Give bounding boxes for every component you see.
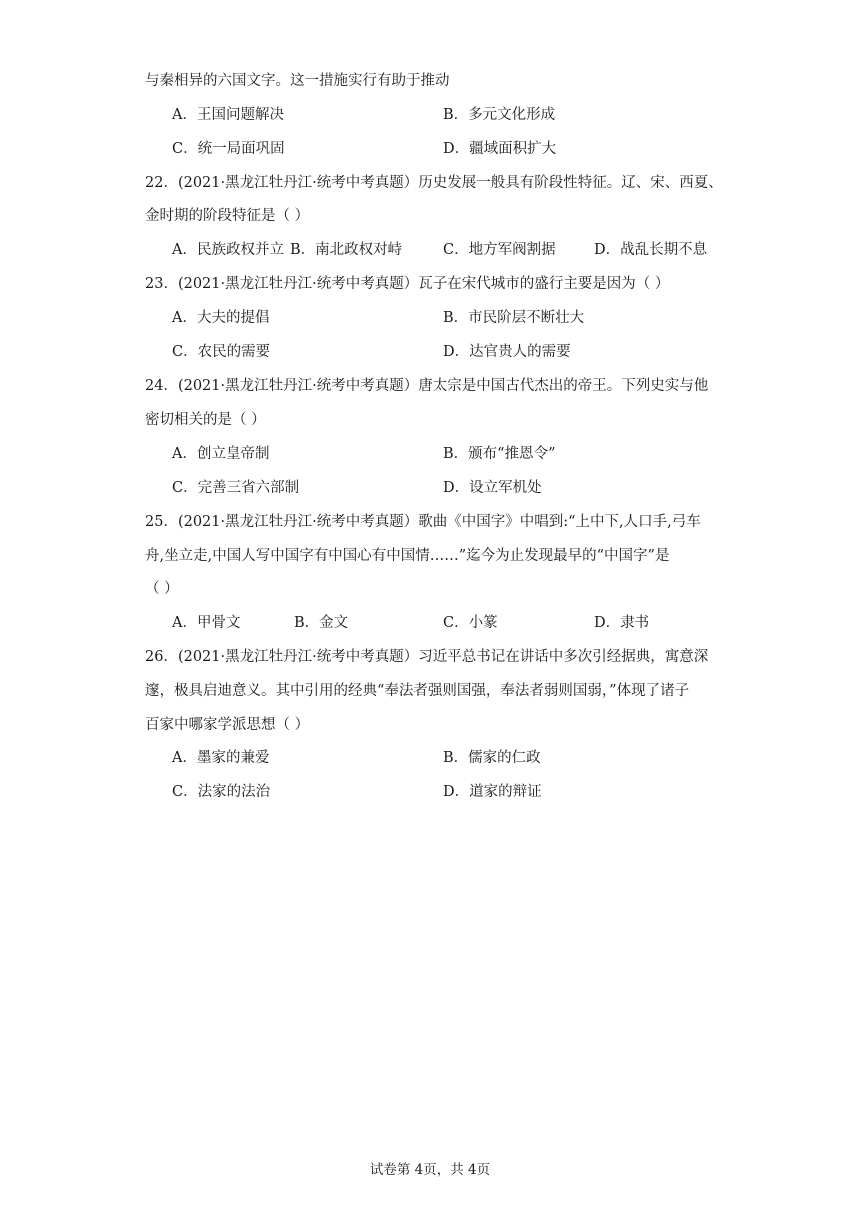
question-24-line-1: 24．(2021·黑龙江牡丹江·统考中考真题）唐太宗是中国古代杰出的帝王。下列史实与他 — [145, 378, 709, 394]
question-25-line-3: （ ） — [145, 581, 179, 597]
q22-option-d: D．战乱长期不息 — [594, 242, 708, 258]
q25-option-b: B．金文 — [294, 615, 349, 631]
q25-option-c: C．小篆 — [443, 615, 498, 631]
q26-option-c: C．法家的法治 — [172, 784, 271, 800]
q23-option-b: B．市民阶层不断壮大 — [443, 310, 585, 326]
q22-option-b: B．南北政权对峙 — [290, 242, 403, 258]
q21-option-d: D．疆域面积扩大 — [443, 141, 557, 157]
q26-option-d: D．道家的辩证 — [443, 784, 542, 800]
q24-option-d: D．设立军机处 — [443, 480, 542, 496]
q22-option-c: C．地方军阀割据 — [443, 242, 556, 258]
q26-option-b: B．儒家的仁政 — [443, 750, 541, 766]
q24-option-a: A．创立皇帝制 — [172, 446, 270, 462]
question-22-line-1: 22．(2021·黑龙江牡丹江·统考中考真题）历史发展一般具有阶段性特征。辽、宋、西夏、 — [145, 175, 723, 191]
q23-option-c: C．农民的需要 — [172, 344, 271, 360]
q21-option-c: C．统一局面巩固 — [172, 141, 285, 157]
question-26-line-1: 26．(2021·黑龙江牡丹江·统考中考真题）习近平总书记在讲话中多次引经据典，寓意深 — [145, 649, 709, 665]
question-22-line-2: 金时期的阶段特征是（ ） — [145, 208, 310, 224]
q25-option-d: D．隶书 — [594, 615, 650, 631]
q21-option-a: A．王国问题解决 — [172, 107, 284, 123]
q23-option-d: D．达官贵人的需要 — [443, 344, 571, 360]
q25-option-a: A．甲骨文 — [172, 615, 241, 631]
question-23-line-1: 23．(2021·黑龙江牡丹江·统考中考真题）瓦子在宋代城市的盛行主要是因为（ ） — [145, 276, 670, 292]
q26-option-a: A．墨家的兼爱 — [172, 750, 270, 766]
question-26-line-2: 邃，极具启迪意义。其中引用的经典“奉法者强则国强，奉法者弱则国弱，”体现了诸子 — [145, 683, 690, 699]
page-footer: 试卷第 4页，共 4页 — [369, 1162, 491, 1178]
q24-option-b: B．颁布“推恩令” — [443, 446, 556, 462]
q22-option-a: A．民族政权并立 — [172, 242, 284, 258]
q21-option-b: B．多元文化形成 — [443, 107, 556, 123]
question-25-line-2: 舟,坐立走,中国人写中国字有中国心有中国情……”迄今为止发现最早的“中国字”是 — [145, 548, 670, 564]
q23-option-a: A．大夫的提倡 — [172, 310, 270, 326]
question-25-line-1: 25．(2021·黑龙江牡丹江·统考中考真题）歌曲《中国字》中唱到:“上中下,人口手,弓车 — [145, 514, 701, 530]
question-26-line-3: 百家中哪家学派思想（ ） — [145, 717, 310, 733]
question-21-stem-tail: 与秦相异的六国文字。这一措施实行有助于推动 — [145, 73, 450, 89]
q24-option-c: C．完善三省六部制 — [172, 480, 300, 496]
question-24-line-2: 密切相关的是（ ） — [145, 412, 266, 428]
